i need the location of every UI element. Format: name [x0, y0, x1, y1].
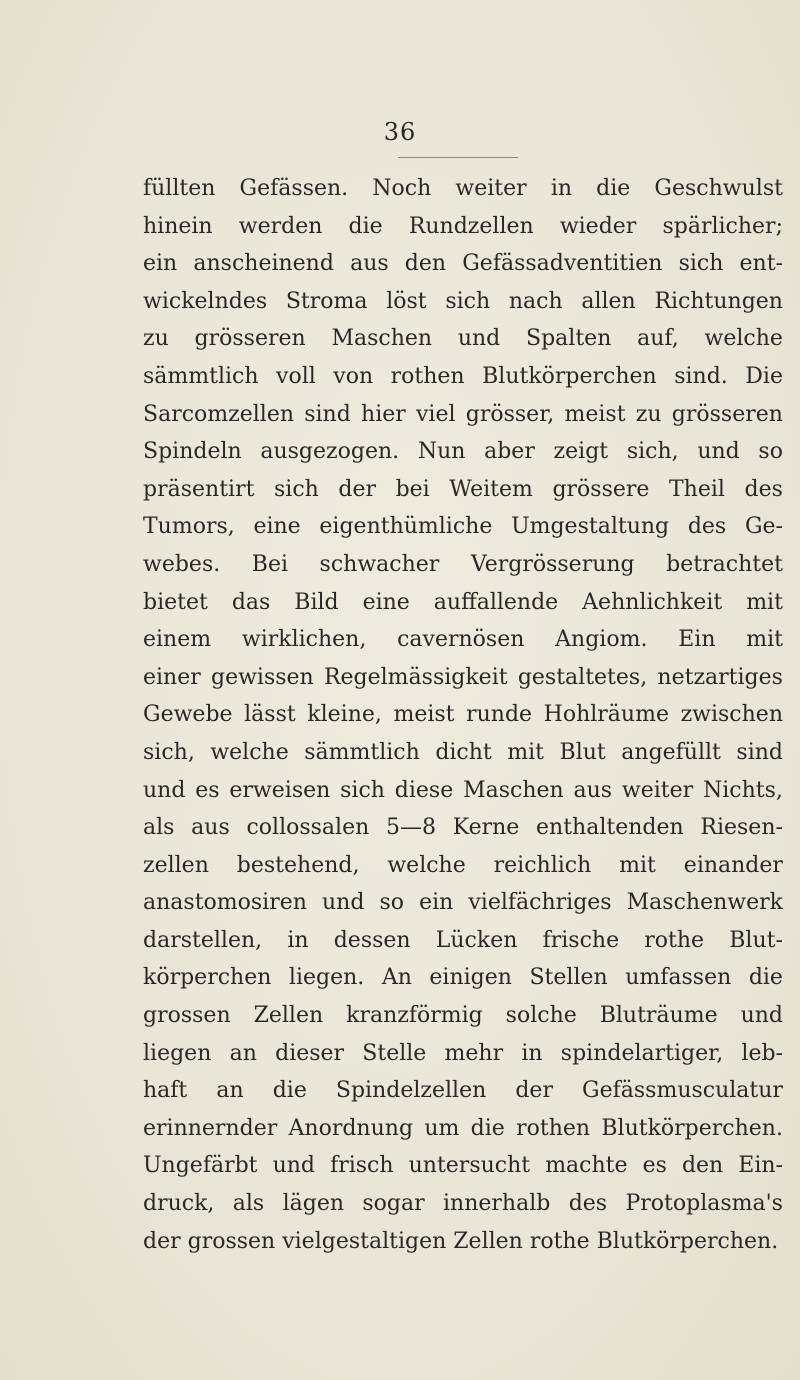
word: sind [304, 401, 351, 427]
text-line [143, 396, 783, 434]
word: Angiom. [555, 627, 648, 653]
word: Gewebe [143, 702, 233, 728]
word: und [143, 777, 186, 803]
text-line [143, 922, 783, 960]
word: und [272, 1153, 315, 1179]
word: diese [394, 777, 454, 803]
word: wieder [559, 213, 637, 239]
word: Tumors, [143, 514, 235, 540]
word: der [338, 476, 377, 502]
word: Maschen [331, 326, 433, 352]
word: Stellen [529, 965, 608, 991]
word: Noch [372, 176, 432, 201]
word: schwacher [319, 551, 440, 577]
word: des [744, 476, 783, 502]
word: angefüllt [621, 739, 721, 765]
text-line [143, 584, 783, 622]
word: mit [619, 852, 656, 878]
word: löst [386, 288, 427, 314]
word: zwischen [680, 702, 783, 728]
word: Maschen [463, 777, 564, 803]
word: zellen [143, 852, 209, 878]
word: Protoplasma's [625, 1191, 783, 1217]
word: spindelartiger, [560, 1040, 724, 1066]
text-line [143, 433, 783, 471]
word: dicht [435, 739, 492, 765]
word: Blut- [729, 927, 783, 953]
word: Hohlräume [543, 702, 669, 728]
text-line [143, 1185, 783, 1223]
text-line [143, 959, 783, 997]
word: sich [340, 777, 385, 803]
word: betrachtet [666, 551, 783, 577]
text-line: der grossen vielgestaltigen Zellen rothe Blutkörperchen. [143, 1228, 779, 1254]
word: liegen. [288, 965, 365, 991]
word: sich, [143, 739, 195, 765]
word: mit [507, 739, 545, 765]
word: enthaltenden [536, 815, 684, 841]
word: einer [143, 664, 201, 690]
word: Ge- [744, 514, 783, 540]
text-line [143, 245, 783, 283]
word: viel [416, 401, 456, 427]
text-line [143, 358, 783, 396]
word: des [568, 1191, 608, 1217]
word: meist [564, 401, 626, 427]
word: Gefässadventitien [462, 251, 663, 277]
word: grossen [143, 1003, 231, 1029]
word: weiter [455, 176, 527, 201]
word: welche [704, 326, 783, 352]
word: Maschenwerk [626, 890, 783, 916]
word: An [381, 965, 412, 991]
text-line [143, 508, 783, 546]
text-line [143, 1035, 783, 1073]
word: welche [210, 739, 289, 765]
word: eigenthümliche [319, 514, 493, 540]
word: ent- [739, 251, 783, 277]
word: Gefässmusculatur [582, 1078, 783, 1104]
word: bestehend, [236, 852, 360, 878]
word: des [687, 514, 727, 540]
word: die [596, 176, 631, 201]
word: Weitem [449, 476, 533, 502]
text-line [143, 772, 783, 810]
word: in [550, 176, 573, 201]
word: auf, [637, 326, 679, 352]
word: Zellen [253, 1003, 324, 1029]
word: collossalen [246, 815, 370, 841]
text-line [143, 734, 783, 772]
word: Spindelzellen [335, 1078, 487, 1104]
word: die [470, 1115, 505, 1141]
word: Kerne [452, 815, 520, 841]
word: darstellen, [143, 927, 263, 953]
text-line [143, 621, 783, 659]
word: füllten [143, 176, 216, 201]
word: sämmtlich [304, 739, 420, 765]
word: hinein [143, 213, 213, 239]
text-line [143, 1110, 783, 1148]
word: erinnernder [143, 1115, 278, 1141]
word: umfassen [625, 965, 732, 991]
word: eine [362, 589, 410, 615]
word: zeigt [553, 439, 609, 465]
word: Regelmässigkeit [323, 664, 508, 690]
word: sich [678, 251, 724, 277]
word: und [457, 326, 501, 352]
word: in [521, 1040, 543, 1066]
text-line [143, 1072, 783, 1110]
word: Anordnung [288, 1115, 414, 1141]
word: meist [393, 702, 455, 728]
word: anastomosiren [143, 890, 307, 916]
word: innerhalb [443, 1191, 551, 1217]
word: erweisen [229, 777, 331, 803]
word: grösseren [194, 326, 306, 352]
word: anscheinend [193, 251, 334, 277]
word: vielfächriges [468, 890, 612, 916]
text-line [143, 471, 783, 509]
word: so [379, 890, 405, 916]
word: Spindeln [143, 439, 242, 465]
word: aber [484, 439, 535, 465]
word: präsentirt [143, 476, 255, 502]
word: von [333, 363, 374, 389]
text-line [143, 884, 783, 922]
word: Umgestaltung [511, 514, 670, 540]
word: Theil [669, 476, 725, 502]
word: weiter [621, 777, 694, 803]
word: dessen [333, 927, 411, 953]
word: den [681, 1153, 724, 1179]
word: rothe [644, 927, 705, 953]
word: mit [746, 589, 783, 615]
word: solche [505, 1003, 577, 1029]
word: Ein [678, 627, 716, 653]
text-line [143, 659, 783, 697]
word: Stelle [362, 1040, 427, 1066]
word: Nun [417, 439, 466, 465]
word: druck, [143, 1191, 215, 1217]
text-line [143, 546, 783, 584]
word: ein [419, 890, 454, 916]
word: an [216, 1078, 244, 1104]
word: Bild [294, 589, 339, 615]
word: wirklichen, [241, 627, 367, 653]
word: kranzförmig [346, 1003, 483, 1029]
word: sind [736, 739, 783, 765]
word: lägen [282, 1191, 345, 1217]
word: zu [143, 326, 169, 352]
word: sämmtlich [143, 363, 259, 389]
word: cavernösen [397, 627, 525, 653]
word: einander [683, 852, 783, 878]
word: frisch [330, 1153, 394, 1179]
word: reichlich [493, 852, 592, 878]
word: frische [542, 927, 620, 953]
word: und [697, 439, 740, 465]
word: einigen [429, 965, 512, 991]
word: Geschwulst [654, 176, 783, 201]
word: Sarcomzellen [143, 401, 295, 427]
word: Ein- [738, 1153, 783, 1179]
word: Bei [251, 551, 289, 577]
word: hier [361, 401, 406, 427]
word: sind. [674, 363, 728, 389]
word: untersucht [408, 1153, 531, 1179]
text-line [143, 997, 783, 1035]
word: dieser [275, 1040, 345, 1066]
word: sich [445, 288, 491, 314]
word: Stroma [285, 288, 368, 314]
word: rothen [390, 363, 465, 389]
word: Blut [559, 739, 606, 765]
word: grösseren [671, 401, 783, 427]
text-line [143, 170, 783, 208]
word: mit [746, 627, 783, 653]
word: aus [573, 777, 613, 803]
body-text [143, 170, 783, 1260]
word: Bluträume [599, 1003, 718, 1029]
word: Aehnlichkeit [582, 589, 723, 615]
word: Blutkörperchen. [601, 1115, 783, 1141]
word: körperchen [143, 965, 272, 991]
word: die [272, 1078, 307, 1104]
text-line [143, 283, 783, 321]
word: an [229, 1040, 257, 1066]
word: Nichts, [703, 777, 783, 803]
word: um [424, 1115, 460, 1141]
word: die [748, 965, 783, 991]
word: grösser, [465, 401, 555, 427]
word: der [515, 1078, 553, 1104]
word: in [287, 927, 309, 953]
text-line [143, 696, 783, 734]
text-line [143, 1147, 783, 1185]
word: sogar [362, 1191, 425, 1217]
word: ein [143, 251, 178, 277]
word: liegen [143, 1040, 212, 1066]
word: zu [635, 401, 662, 427]
text-line [143, 847, 783, 885]
word: es [642, 1153, 667, 1179]
word: und [321, 890, 365, 916]
text-line [143, 208, 783, 246]
word: Blutkörperchen [482, 363, 657, 389]
word: Riesen- [700, 815, 783, 841]
word: Die [745, 363, 783, 389]
word: als [143, 815, 175, 841]
word: welche [387, 852, 466, 878]
word: gewissen [210, 664, 314, 690]
word: so [758, 439, 783, 465]
word: Lücken [435, 927, 518, 953]
word: als [232, 1191, 265, 1217]
word: bei [395, 476, 430, 502]
word: 5—8 [386, 815, 436, 841]
header-rule [398, 157, 518, 158]
word: eine [253, 514, 301, 540]
text-line [143, 809, 783, 847]
word: rothen [516, 1115, 591, 1141]
word: die [348, 213, 383, 239]
word: netzartiges [657, 664, 783, 690]
word: und [740, 1003, 783, 1029]
word: ausgezogen. [260, 439, 400, 465]
word: grössere [552, 476, 650, 502]
word: Richtungen [654, 288, 783, 314]
word: gestaltetes, [517, 664, 648, 690]
word: aus [191, 815, 230, 841]
word: leb- [741, 1040, 783, 1066]
word: sich [274, 476, 319, 502]
word: allen [581, 288, 636, 314]
text-line [143, 320, 783, 358]
word: nach [508, 288, 563, 314]
word: aus [350, 251, 389, 277]
word: mehr [444, 1040, 504, 1066]
word: voll [276, 363, 316, 389]
word: machte [545, 1153, 628, 1179]
word: bietet [143, 589, 208, 615]
word: werden [238, 213, 323, 239]
word: das [231, 589, 271, 615]
word: es [195, 777, 220, 803]
word: Vergrösserung [470, 551, 635, 577]
word: den [404, 251, 447, 277]
word: sich, [626, 439, 679, 465]
word: wickelndes [143, 288, 268, 314]
word: Gefässen. [239, 176, 349, 201]
word: webes. [143, 551, 221, 577]
word: Rundzellen [408, 213, 534, 239]
word: lässt [244, 702, 296, 728]
word: Spalten [526, 326, 612, 352]
word: runde [466, 702, 533, 728]
word: einem [143, 627, 212, 653]
word: kleine, [307, 702, 382, 728]
word: auffallende [433, 589, 559, 615]
word: spärlicher; [662, 213, 783, 239]
word: haft [143, 1078, 188, 1104]
word: Ungefärbt [143, 1153, 258, 1179]
page-number: 36 [383, 118, 417, 146]
